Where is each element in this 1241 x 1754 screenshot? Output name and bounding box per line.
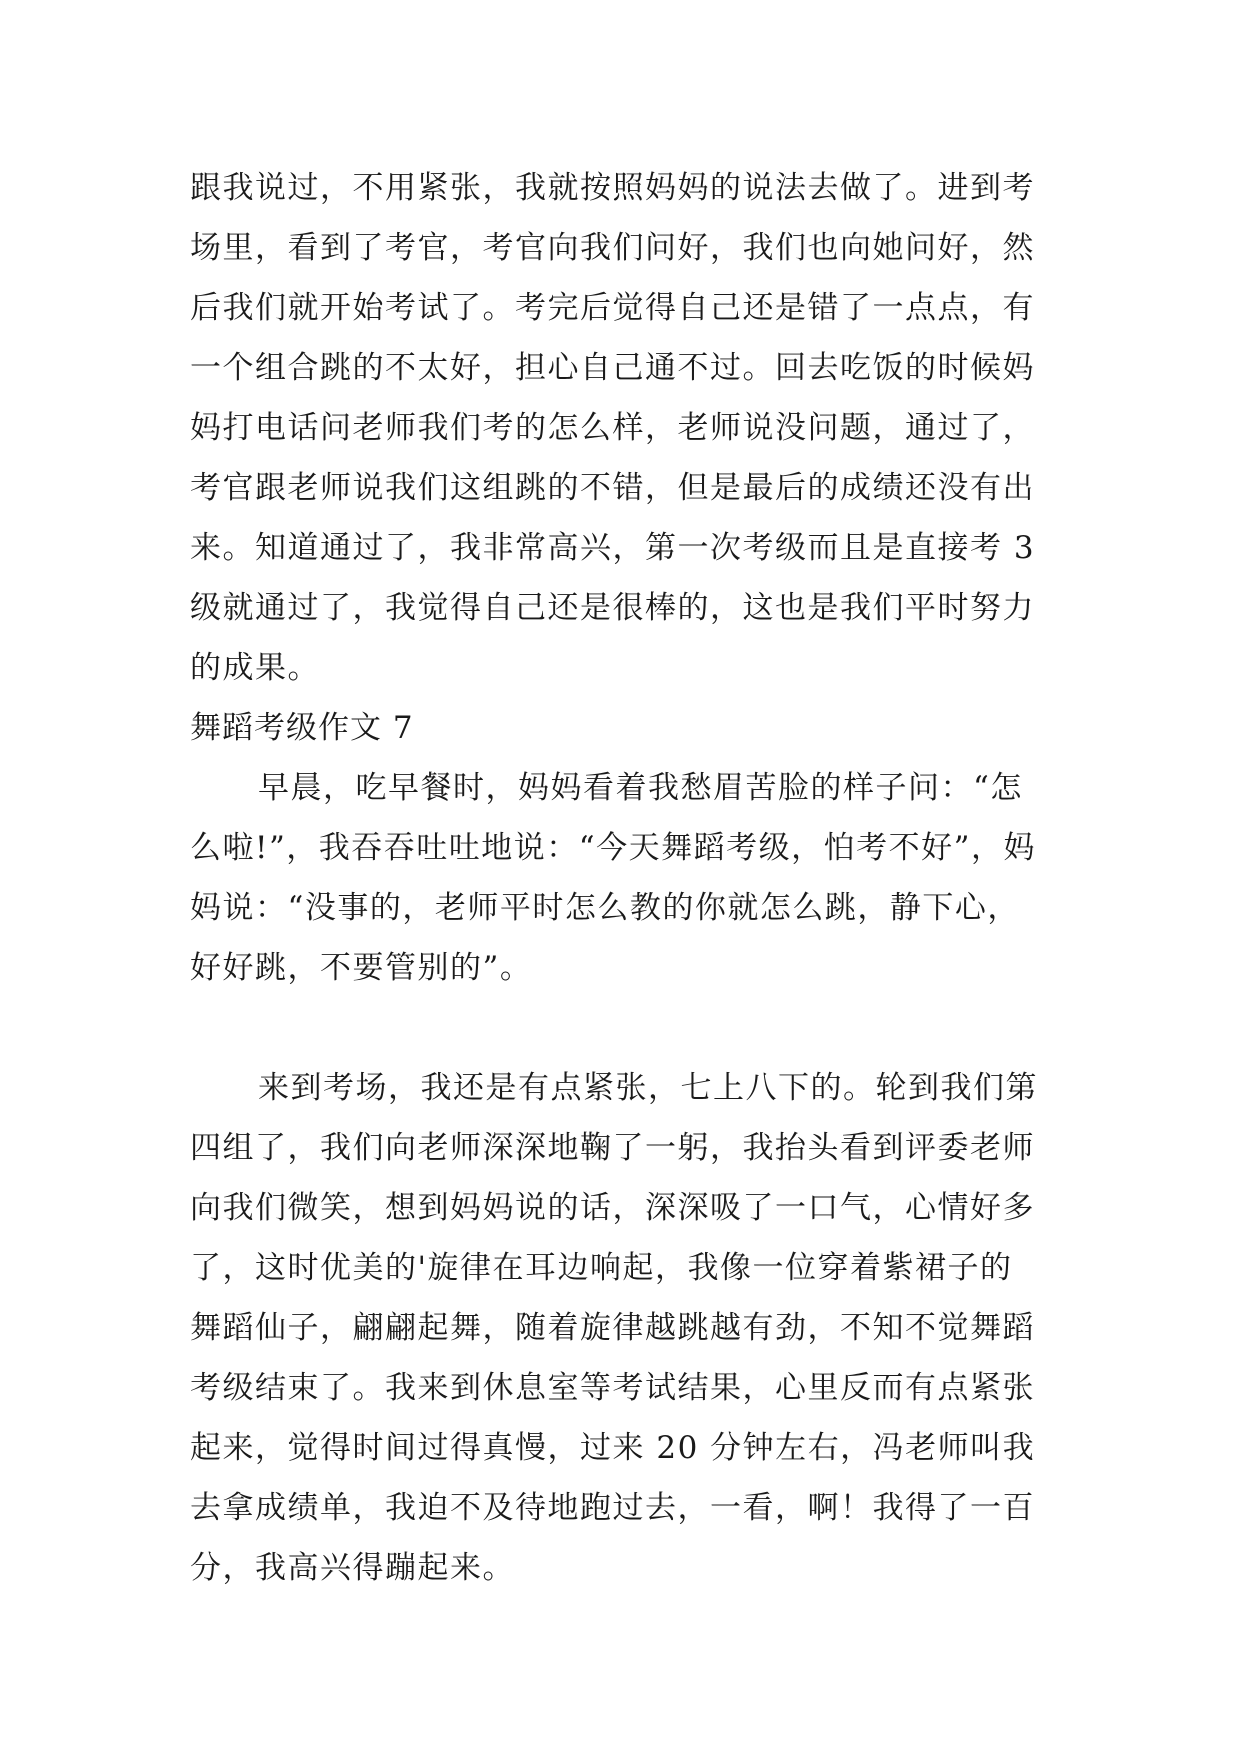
text-line: 好好跳，不要管别的”。: [190, 950, 533, 986]
text-line: 级就通过了，我觉得自己还是很棒的，这也是我们平时努力: [190, 590, 1035, 626]
text-line: 么啦!”，我吞吞吐吐地说：“今天舞蹈考级，怕考不好”，妈: [190, 830, 1036, 866]
text-line: 妈说：“没事的，老师平时怎么教的你就怎么跳，静下心，: [190, 890, 1020, 926]
text-line: 来到考场，我还是有点紧张，七上八下的。轮到我们第: [258, 1070, 1038, 1106]
text-line: 考官跟老师说我们这组跳的不错，但是最后的成绩还没有出: [190, 470, 1035, 506]
text-line: 一个组合跳的不太好，担心自己通不过。回去吃饭的时候妈: [190, 350, 1035, 386]
section-heading: 舞蹈考级作文 7: [190, 710, 414, 746]
text-line: 的成果。: [190, 650, 320, 686]
text-line: 去拿成绩单，我迫不及待地跑过去，一看，啊！我得了一百: [190, 1490, 1035, 1526]
text-line: 了，这时优美的'旋律在耳边响起，我像一位穿着紫裙子的: [190, 1250, 1013, 1286]
text-line: 跟我说过，不用紧张，我就按照妈妈的说法去做了。进到考: [190, 170, 1035, 206]
text-line: 早晨，吃早餐时，妈妈看着我愁眉苦脸的样子问：“怎: [258, 770, 1023, 806]
text-line: 起来，觉得时间过得真慢，过来 20 分钟左右，冯老师叫我: [190, 1430, 1036, 1466]
text-line: 场里，看到了考官，考官向我们问好，我们也向她问好，然: [190, 230, 1035, 266]
text-line: 舞蹈仙子，翩翩起舞，随着旋律越跳越有劲，不知不觉舞蹈: [190, 1310, 1035, 1346]
text-line: 后我们就开始考试了。考完后觉得自己还是错了一点点，有: [190, 290, 1035, 326]
text-line: 四组了，我们向老师深深地鞠了一躬，我抬头看到评委老师: [190, 1130, 1035, 1166]
text-line: 向我们微笑，想到妈妈说的话，深深吸了一口气，心情好多: [190, 1190, 1035, 1226]
text-line: 来。知道通过了，我非常高兴，第一次考级而且是直接考 3: [190, 530, 1036, 566]
text-line: 分，我高兴得蹦起来。: [190, 1550, 515, 1586]
text-line: 妈打电话问老师我们考的怎么样，老师说没问题，通过了，: [190, 410, 1035, 446]
text-line: 考级结束了。我来到休息室等考试结果，心里反而有点紧张: [190, 1370, 1035, 1406]
